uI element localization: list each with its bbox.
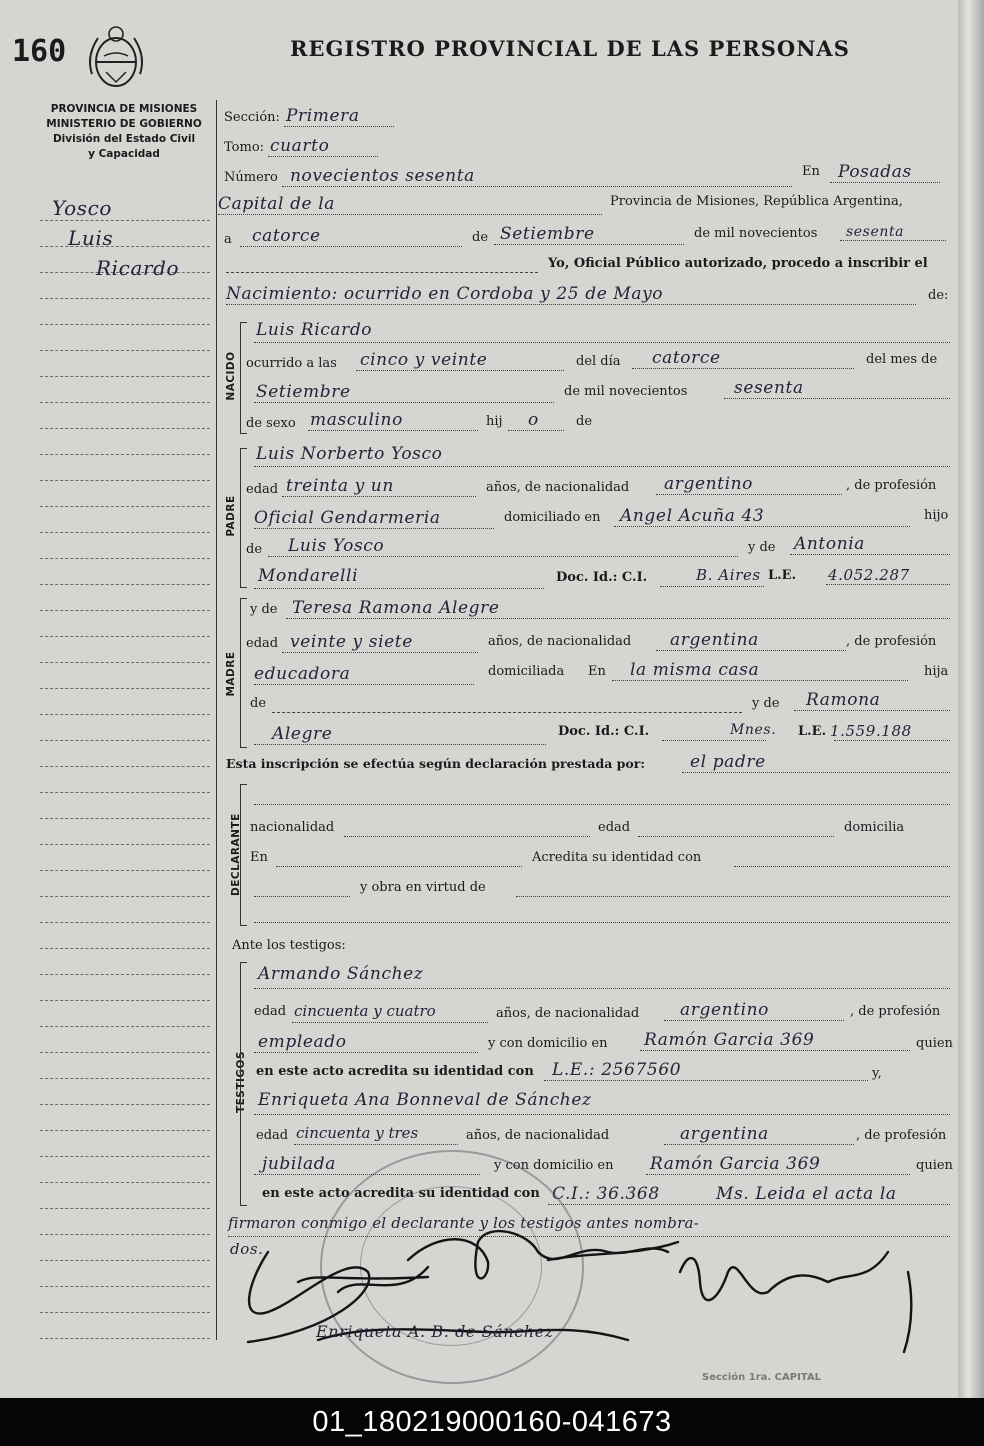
- label-de: de: [472, 230, 489, 245]
- rule: [254, 402, 554, 403]
- label-acredita: Acredita su identidad con: [532, 850, 702, 865]
- org-division: División del Estado Civil: [52, 133, 196, 145]
- rule: [226, 272, 538, 273]
- ledger-line: [40, 1000, 210, 1001]
- label-dom-t1: y con domicilio en: [488, 1036, 608, 1051]
- value-acto: Nacimiento: ocurrido en Cordoba y 25 de Mayo: [226, 284, 664, 304]
- signatures-graphic: [228, 1212, 938, 1372]
- value-nac-dia: catorce: [652, 348, 721, 368]
- label-en-madre: En: [588, 664, 606, 679]
- label-edad-madre: edad: [246, 636, 279, 651]
- ledger-line: [40, 948, 210, 949]
- value-cierre3: dos.: [230, 1240, 264, 1258]
- ledger-line: [40, 1078, 210, 1079]
- ledger-line: [40, 584, 210, 585]
- value-testigo1-nombre: Armando Sánchez: [258, 964, 424, 984]
- section-testigos: TESTIGOS: [235, 1050, 247, 1114]
- rule: [734, 866, 950, 867]
- label-le-madre: L.E.: [798, 724, 827, 739]
- margin-name-2: Ricardo: [96, 256, 180, 280]
- ledger-line: [40, 792, 210, 793]
- rule: [282, 652, 478, 653]
- rule: [254, 466, 950, 467]
- rule: [294, 1144, 458, 1145]
- rule: [254, 896, 350, 897]
- org-block: [30, 102, 218, 162]
- rule: [794, 710, 950, 711]
- label-esta-inscripcion: Esta inscripción se efectúa según declaración prestada por:: [226, 756, 645, 771]
- label-y-de-padre: y de: [748, 540, 776, 555]
- label-anos-padre: años, de nacionalidad: [486, 480, 630, 495]
- label-anos-madre: años, de nacionalidad: [488, 634, 632, 649]
- value-sexo: masculino: [310, 410, 403, 430]
- label-prof-padre: , de profesión: [846, 478, 937, 493]
- label-acto-t1: en este acto acredita su identidad con: [256, 1064, 534, 1079]
- label-en-decl: En: [250, 850, 268, 865]
- ledger-line: [40, 844, 210, 845]
- value-testigo1-nac: argentino: [680, 1000, 770, 1020]
- value-hora: cinco y veinte: [360, 350, 488, 370]
- section-bracket: [240, 598, 247, 748]
- label-doc-madre: Doc. Id.: C.I.: [558, 724, 650, 739]
- rule: [656, 650, 846, 651]
- rule: [254, 1052, 478, 1053]
- value-firma-testigo2: Enriqueta A. B. de Sánchez: [316, 1322, 554, 1341]
- rule: [548, 1204, 950, 1205]
- rule: [254, 922, 950, 923]
- label-de-madre: de: [250, 696, 267, 711]
- rule: [254, 342, 950, 343]
- ledger-line: [40, 610, 210, 611]
- ledger-line: [40, 428, 210, 429]
- label-hija: hija: [924, 664, 949, 679]
- value-madre-nac: argentina: [670, 630, 759, 650]
- section-nacido: NACIDO: [225, 351, 237, 401]
- rule: [226, 304, 916, 305]
- rule: [638, 836, 834, 837]
- label-y-de-madre: y de: [250, 602, 278, 617]
- value-anio: sesenta: [846, 224, 905, 240]
- rule: [640, 1050, 910, 1051]
- ledger-line: [40, 974, 210, 975]
- value-testigo1-edad: cincuenta y cuatro: [294, 1002, 436, 1020]
- ledger-line: [40, 324, 210, 325]
- value-testigo2-nombre: Enriqueta Ana Bonneval de Sánchez: [258, 1090, 592, 1110]
- label-anos-t1: años, de nacionalidad: [496, 1006, 640, 1021]
- label-edad-decl: edad: [598, 820, 631, 835]
- label-tomo: Tomo:: [224, 140, 265, 155]
- ledger-line: [40, 714, 210, 715]
- label-le-padre: L.E.: [768, 568, 797, 583]
- ledger-line: [40, 1338, 210, 1339]
- value-madre-edad: veinte y siete: [290, 632, 413, 652]
- value-padre-dom: Angel Acuña 43: [620, 506, 765, 526]
- value-testigo2-id: C.I.: 36.368: [552, 1184, 660, 1204]
- value-testigo2-prof: jubilada: [262, 1154, 336, 1174]
- document-id: 01_180219000160-041673: [0, 1398, 984, 1446]
- label-edad-t1: edad: [254, 1004, 287, 1019]
- ledger-line: [40, 350, 210, 351]
- ledger-line: [40, 1156, 210, 1157]
- rule: [614, 526, 910, 527]
- label-en: En: [802, 164, 820, 179]
- margin-name-1: Luis: [68, 226, 114, 250]
- rule: [840, 240, 946, 241]
- rule: [254, 744, 546, 745]
- value-testigo2-dom: Ramón Garcia 369: [650, 1154, 821, 1174]
- value-cierre1: Ms. Leida el acta la: [716, 1184, 897, 1204]
- stamp-text: Sección 1ra. CAPITAL: [702, 1372, 821, 1383]
- section-padre: PADRE: [225, 495, 237, 537]
- value-padre-nac: argentino: [664, 474, 754, 494]
- ledger-line: [40, 532, 210, 533]
- label-a: a: [224, 232, 232, 247]
- label-y-comma: y,: [872, 1066, 882, 1081]
- value-madre-prof: educadora: [254, 664, 351, 684]
- value-dia: catorce: [252, 226, 321, 246]
- label-prof-madre: , de profesión: [846, 634, 937, 649]
- ledger-line: [40, 246, 210, 247]
- rule: [660, 586, 764, 587]
- value-madre-nombre: Teresa Ramona Alegre: [292, 598, 500, 618]
- national-emblem-icon: [84, 16, 148, 100]
- label-domicilia: domicilia: [844, 820, 905, 835]
- value-testigo2-nac: argentina: [680, 1124, 769, 1144]
- value-madre-ci: Mnes.: [730, 722, 777, 738]
- rule: [254, 1114, 950, 1115]
- ledger-line: [40, 376, 210, 377]
- ledger-line: [40, 1052, 210, 1053]
- ledger-line: [40, 1286, 210, 1287]
- label-de-colon: de:: [928, 288, 949, 303]
- value-testigo1-id: L.E.: 2567560: [552, 1060, 682, 1080]
- rule: [254, 528, 494, 529]
- ledger-line: [40, 1260, 210, 1261]
- label-dom-t2: y con domicilio en: [494, 1158, 614, 1173]
- label-prof-t2: , de profesión: [856, 1128, 947, 1143]
- ledger-line: [40, 454, 210, 455]
- ledger-line: [40, 636, 210, 637]
- ledger-line: [40, 818, 210, 819]
- ledger-line: [40, 402, 210, 403]
- label-acto-t2: en este acto acredita su identidad con: [262, 1186, 540, 1201]
- rule: [646, 1174, 910, 1175]
- rule: [276, 866, 522, 867]
- rule: [656, 494, 842, 495]
- value-hij: o: [528, 410, 539, 430]
- value-declarante: el padre: [690, 752, 766, 772]
- value-cierre2: firmaron conmigo el declarante y los testigos antes nombra-: [228, 1214, 699, 1232]
- rule: [544, 1080, 868, 1081]
- ledger-line: [40, 662, 210, 663]
- rule: [508, 430, 564, 431]
- rule: [254, 588, 544, 589]
- rule: [282, 186, 792, 187]
- value-seccion: Primera: [286, 106, 360, 126]
- rule: [254, 988, 950, 989]
- label-del-dia: del día: [576, 354, 621, 369]
- value-padre-madre: Antonia: [794, 534, 866, 554]
- value-padre-madre2: Mondarelli: [258, 566, 359, 586]
- label-hijo: hijo: [924, 508, 949, 523]
- value-testigo1-dom: Ramón Garcia 369: [644, 1030, 815, 1050]
- label-de-padre: de: [246, 542, 263, 557]
- ledger-line: [40, 1182, 210, 1183]
- margin-surname: Yosco: [52, 196, 113, 220]
- ledger-line: [40, 1312, 210, 1313]
- value-padre-edad: treinta y un: [286, 476, 394, 496]
- ledger-line: [40, 1208, 210, 1209]
- rule: [268, 156, 378, 157]
- value-nac-mes: Setiembre: [256, 382, 351, 402]
- ledger-line: [40, 1130, 210, 1131]
- org-capacity: y Capacidad: [88, 148, 160, 160]
- ledger-line: [40, 298, 210, 299]
- rule: [218, 214, 602, 215]
- label-domiciliada: domiciliada: [488, 664, 565, 679]
- label-yo-oficial: Yo, Oficial Público autorizado, procedo a inscribir el: [548, 256, 928, 271]
- label-quien-t2: quien: [916, 1158, 953, 1173]
- label-numero: Número: [224, 170, 278, 185]
- ledger-line: [40, 766, 210, 767]
- rule: [284, 126, 394, 127]
- label-ante-testigos: Ante los testigos:: [232, 938, 346, 953]
- label-anos-t2: años, de nacionalidad: [466, 1128, 610, 1143]
- section-bracket: [240, 448, 247, 588]
- label-del-mes: del mes de: [866, 352, 938, 367]
- rule: [682, 772, 950, 773]
- rule: [826, 584, 950, 585]
- label-mil: de mil novecientos: [694, 226, 818, 241]
- rule: [664, 1020, 844, 1021]
- ledger-line: [40, 558, 210, 559]
- value-mes: Setiembre: [500, 224, 595, 244]
- rule: [664, 1144, 854, 1145]
- label-ocurrido: ocurrido a las: [246, 356, 337, 371]
- label-provincia: Provincia de Misiones, República Argentina,: [610, 194, 903, 209]
- rule: [790, 554, 950, 555]
- binding-edge: [958, 0, 984, 1398]
- page-number: 160: [12, 34, 67, 69]
- ledger-line: [40, 688, 210, 689]
- rule: [292, 1022, 488, 1023]
- label-domiciliado: domiciliado en: [504, 510, 601, 525]
- value-madre-dom: la misma casa: [630, 660, 760, 680]
- rule: [612, 680, 908, 681]
- rule: [662, 740, 766, 741]
- value-testigo2-edad: cincuenta y tres: [296, 1124, 419, 1142]
- label-doc-padre: Doc. Id.: C.I.: [556, 570, 648, 585]
- section-madre: MADRE: [225, 651, 237, 697]
- label-quien-t1: quien: [916, 1036, 953, 1051]
- value-madre-le: 1.559.188: [830, 722, 912, 740]
- rule: [830, 182, 940, 183]
- value-padre-padre: Luis Yosco: [288, 536, 385, 556]
- value-testigo1-prof: empleado: [258, 1032, 347, 1052]
- value-capital: Capital de la: [218, 194, 335, 214]
- ledger-line: [40, 1234, 210, 1235]
- label-y-de-madre2: y de: [752, 696, 780, 711]
- ledger-line: [40, 506, 210, 507]
- rule: [834, 740, 950, 741]
- rule: [308, 430, 478, 431]
- label-edad-t2: edad: [256, 1128, 289, 1143]
- page-title: REGISTRO PROVINCIAL DE LAS PERSONAS: [290, 36, 850, 61]
- ledger-line: [40, 1104, 210, 1105]
- rule: [272, 712, 742, 713]
- rule: [286, 618, 950, 619]
- value-nacido-nombre: Luis Ricardo: [256, 320, 373, 340]
- ledger-line: [40, 870, 210, 871]
- label-prof-t1: , de profesión: [850, 1004, 941, 1019]
- rule: [724, 398, 950, 399]
- value-tomo: cuarto: [270, 136, 330, 156]
- rule: [494, 244, 684, 245]
- label-edad-padre: edad: [246, 482, 279, 497]
- rule: [356, 370, 564, 371]
- value-padre-le: 4.052.287: [828, 566, 910, 584]
- label-mil-2: de mil novecientos: [564, 384, 688, 399]
- value-madre-madre: Ramona: [806, 690, 881, 710]
- label-nacionalidad-decl: nacionalidad: [250, 820, 335, 835]
- label-sexo: de sexo: [246, 416, 296, 431]
- rule: [516, 896, 950, 897]
- column-divider: [216, 100, 217, 1340]
- label-seccion: Sección:: [224, 110, 280, 125]
- value-numero: novecientos sesenta: [290, 166, 475, 186]
- rule: [344, 836, 590, 837]
- ledger-line: [40, 922, 210, 923]
- rule: [632, 368, 854, 369]
- rule: [254, 804, 950, 805]
- ledger-line: [40, 480, 210, 481]
- ledger-line: [40, 896, 210, 897]
- org-ministry: MINISTERIO DE GOBIERNO: [46, 118, 202, 130]
- label-de-hij: de: [576, 414, 593, 429]
- section-declarante: DECLARANTE: [230, 813, 242, 896]
- rule: [240, 246, 462, 247]
- value-padre-nombre: Luis Norberto Yosco: [256, 444, 443, 464]
- section-bracket: [240, 784, 247, 926]
- label-y-obra: y obra en virtud de: [360, 880, 486, 895]
- value-nac-anio: sesenta: [734, 378, 804, 398]
- ledger-line: [40, 1026, 210, 1027]
- value-padre-prof: Oficial Gendarmeria: [254, 508, 441, 528]
- ledger-line: [40, 220, 210, 221]
- rule: [254, 684, 474, 685]
- rule: [282, 496, 476, 497]
- rule: [268, 556, 738, 557]
- value-madre-madre2: Alegre: [272, 724, 333, 744]
- ledger-line: [40, 740, 210, 741]
- value-en: Posadas: [838, 162, 912, 182]
- label-hij: hij: [486, 414, 503, 429]
- org-province: PROVINCIA DE MISIONES: [50, 103, 198, 115]
- section-bracket: [240, 962, 247, 1206]
- value-padre-ci: B. Aires: [696, 566, 761, 584]
